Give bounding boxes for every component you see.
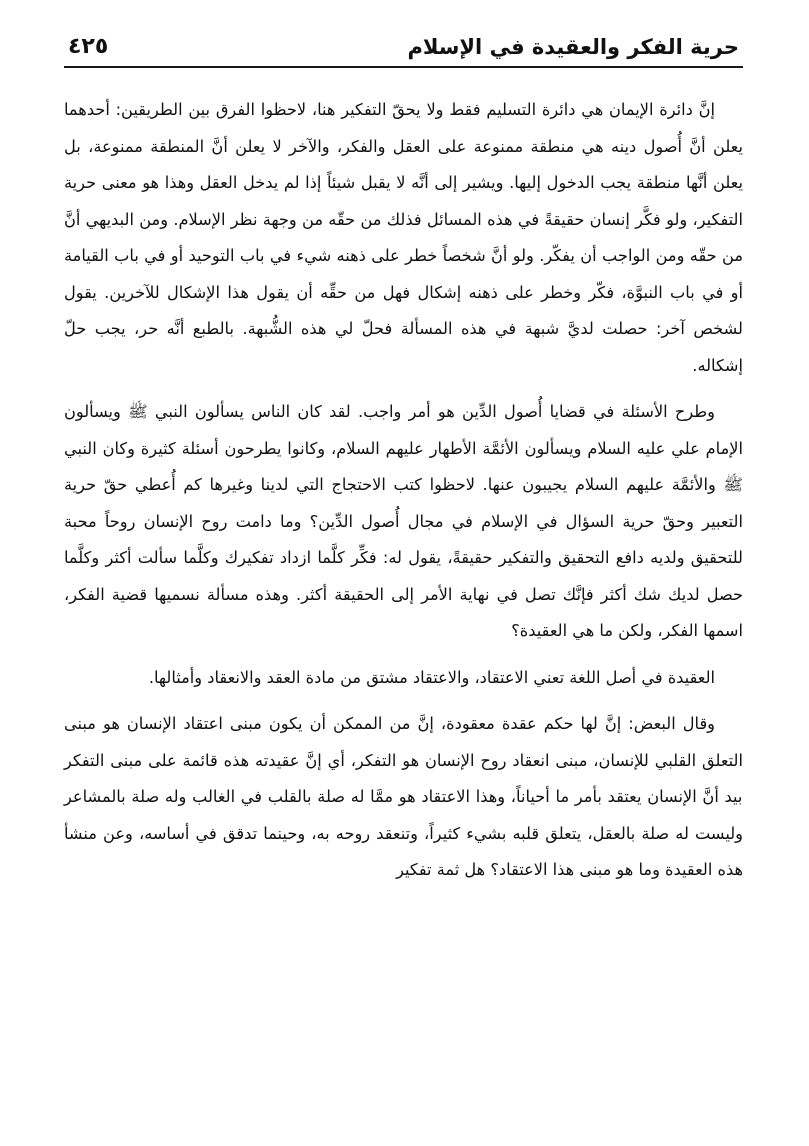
paragraph-line: فكّر وخطر على ذهنه إشكال فهل من حقِّه أن يقول هذا الإشكال للآخرين. [96,282,615,302]
paragraph-line: اعتقاد الإنسان هو مبنى التعلق القلبي للإنسان، مبنى انعقاد روح الإنسان هو [64,714,743,770]
paragraph-line: وطرح الأسئلة في قضايا أُصول الدِّين هو أمر واجب. لقد كان الناس [243,402,715,421]
page-number: ٤٢٥ [68,34,109,59]
paragraph-line: يطرحون أسئلة كثيرة وكان النبي ﷺ والأئمَّة عليهم السلام يجيبون عنها. لاحظوا كتب [64,438,743,494]
paragraph-3 [64,660,743,697]
paragraph-line: وليست له صلة بالعقل، يتعلق قلبه بشيء كثيراً، وتنعقد روحه به، وحينما تدقق [216,823,743,843]
paragraph-line: إنَّ دائرة الإيمان هي دائرة التسليم فقط ولا يحقّ التفكير هنا، لاحظوا [254,100,715,119]
paragraph-line: أحياناً، وهذا الاعتقاد هو ممَّا له صلة بالقلب في الغالب وله صلة بالمشاعر [64,787,550,806]
paragraph-line: والفكر، والآخر لا يعلن أنَّ المنطقة ممنوعة، بل يعلن أنَّها منطقة يجب [64,136,743,192]
paragraph-line: العقيدة في أصل اللغة تعني الاعتقاد، والاعتقاد مشتق من مادة العقد [261,667,715,687]
paragraph-line: الفرق بين الطريقين: أحدهما يعلن أنَّ أُصول دينه هي منطقة ممنوعة على العقل [64,100,743,156]
paragraph-line: والانعقاد وأمثالها. [148,667,262,687]
header-title: حرية الفكر والعقيدة في الإسلام [407,35,739,59]
paragraph-4 [64,706,743,889]
paragraph-line: التفكر، أي إنَّ عقيدته هذه قائمة على مبنى التفكر بيد أنَّ الإنسان يعتقد بأمر ما [64,750,743,806]
header-divider [64,66,743,68]
paragraph-line: أكثر وكلَّما حصل لديك شك أكثر فإنَّك تصل في نهاية الأمر إلى الحقيقة أكثر. [64,548,743,604]
paragraph-line: الدخول إليها. ويشير إلى أنَّه لا يقبل شيئاً إذا لم يدخل العقل وهذا هو معنى [96,173,595,192]
paragraph-line: يقول لشخص آخر: حصلت لديَّ شبهة في هذه المسألة فحلّ لي هذه الشُّبهة. [64,282,743,338]
body-text [64,92,743,889]
paragraph-line: وهذه مسألة نسميها قضية الفكر، اسمها الفكر، ولكن ما هي العقيدة؟ [64,584,743,640]
paragraph-line: حرية التفكير، ولو فكَّر إنسان حقيقةً في هذه المسائل فذلك من حقّه من وجهة [64,173,743,229]
paragraph-line: الإسلام في مجال أُصول الدِّين؟ وما دامت روح الإنسان روحاً محبة للتحقيق [64,511,743,567]
paragraph-line: في أساسه، وعن منشأ هذه العقيدة وما هو مبنى هذا الاعتقاد؟ هل ثمة تفكير [64,823,743,879]
paragraph-2 [64,394,743,650]
paragraph-1 [64,92,743,384]
paragraph-line: خطر على ذهنه شيء في باب التوحيد أو في باب القيامة أو في باب النبوَّة، [64,246,743,302]
paragraph-line: وقال البعض: إنَّ لها حكم عقدة معقودة، إنَّ من الممكن أن يكون مبنى [222,714,715,733]
paragraph-line: نظر الإسلام. ومن البديهي أنَّ من حقّه ومن الواجب أن يفكّر. ولو أنَّ شخصاً [64,209,743,265]
paragraph-line: بالطبع أنَّه حر، يجب حلّ إشكاله. [64,319,743,375]
paragraph-line: ولديه دافع التحقيق والتفكير حقيقةً، يقول له: فكِّر كلَّما ازداد تفكيرك وكلَّما سألت [131,548,685,567]
paragraph-line: يسألون النبي ﷺ ويسألون الإمام علي عليه السلام ويسألون الأئمَّة الأطهار عليهم السلام، وكانوا [64,402,743,458]
paragraph-line: الاحتجاج التي لدينا وغيرها كم أُعطي حقّ حرية التعبير وحقّ حرية السؤال في [64,475,743,531]
running-header [64,28,743,62]
